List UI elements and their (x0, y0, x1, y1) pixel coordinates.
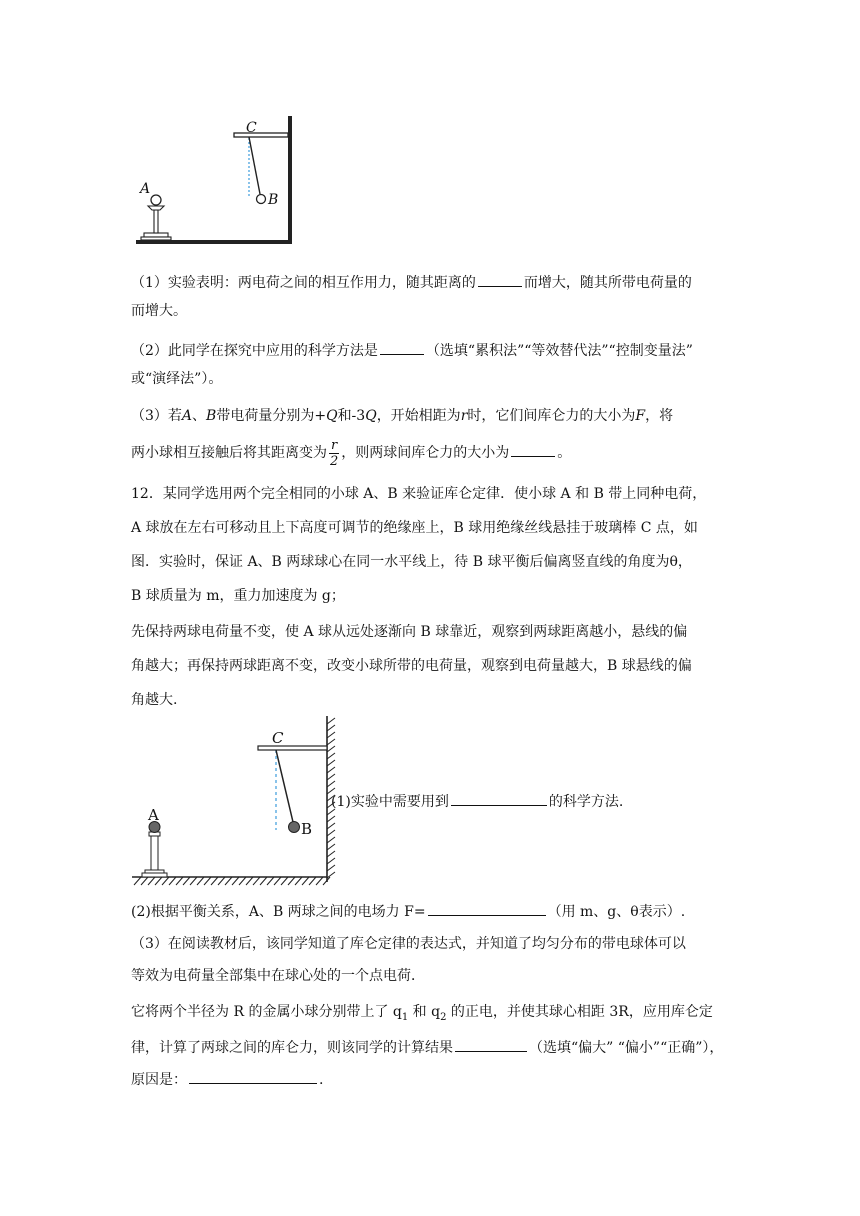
q11-blank-distance (478, 271, 522, 287)
figure-2-label-b: B (301, 820, 313, 838)
ground-hatch-mark (211, 877, 218, 885)
q12-part1 (331, 790, 623, 812)
q11-blank-method (380, 339, 424, 355)
ground-hatch-mark (162, 877, 169, 885)
q12-subscript-1: 1 (401, 1011, 409, 1023)
q11-part2-text-c: 或“演绎法”）。 (131, 371, 223, 387)
wall-hatch-mark (327, 774, 335, 780)
ground-hatch-mark (239, 877, 246, 885)
q11-part3-text-c: 和-3 (337, 408, 366, 424)
ground-hatch-mark (218, 877, 225, 885)
q12-part3-text-a: 它将两个半径为 R 的金属小球分别带上了 q (131, 1004, 402, 1020)
q12-part2 (131, 900, 685, 922)
q11-fraction-numerator: r (331, 437, 338, 453)
figure-2-label-c: C (272, 729, 284, 747)
q12-part2-text-b: （用 m、g、θ表示）. (547, 904, 686, 920)
wall-hatch-mark (327, 760, 335, 766)
wall-hatch-mark (327, 830, 335, 836)
figure-2-label-a: A (148, 806, 159, 824)
ground-hatch-mark (204, 877, 211, 885)
ground-hatch-mark (288, 877, 295, 885)
q12-part1-text-b: 的科学方法. (548, 794, 624, 810)
figure-1-stand-a (141, 206, 171, 240)
figure-1-label-a: A (140, 181, 151, 197)
wall-hatch-mark (327, 858, 335, 864)
figure-1-pendulum (130, 110, 310, 250)
wall-hatch-mark (327, 732, 335, 738)
figure-1-label-b: B (268, 192, 279, 208)
q12-blank-method (451, 790, 547, 806)
q11-part1-line1 (131, 271, 692, 293)
ground-hatch-mark (302, 877, 309, 885)
figure-1-ball-b (257, 195, 266, 204)
q11-part3-var-q2: Q (365, 408, 377, 424)
wall-hatch-mark (327, 865, 335, 871)
wall-hatch-mark (327, 837, 335, 843)
figure-2-thread (276, 750, 293, 822)
q11-part3-text-b: 带电荷量分别为+ (216, 408, 327, 424)
wall-hatch-mark (327, 851, 335, 857)
q12-line-1: 12．某同学选用两个完全相同的小球 A、B 来验证库仑定律．使小球 A 和 B 带上同种电荷， (131, 486, 707, 502)
ground-hatch-mark (190, 877, 197, 885)
q11-part3-var-f: F (635, 408, 646, 424)
q11-part3-var-b: B (206, 408, 217, 424)
wall-hatch-mark (327, 725, 335, 731)
wall-hatch-mark (327, 872, 335, 878)
wall-hatch-mark (327, 767, 335, 773)
q12-part3-text-b: 和 q (408, 1004, 441, 1020)
q12-line-3: 图．实验时，保证 A、B 两球球心在同一水平线上，待 B 球平衡后偏离竖直线的角度为θ， (131, 554, 692, 570)
q11-part2-line2 (131, 369, 222, 389)
figure-2-pendulum (130, 712, 345, 890)
q12-part1-text-a: (1)实验中需要用到 (331, 794, 449, 810)
q12-part3-line-3 (131, 1002, 713, 1028)
wall-hatch-mark (327, 816, 335, 822)
q12-part3-text-c: 的正电，并使其球心相距 3R，应用库仑定 (446, 1004, 713, 1020)
ground-hatch-mark (267, 877, 274, 885)
q11-fraction-denominator: 2 (329, 453, 339, 469)
wall-hatch-mark (327, 781, 335, 787)
wall-hatch-mark (327, 746, 335, 752)
ground-hatch-mark (134, 877, 141, 885)
figure-2-glass-rod (258, 746, 327, 750)
figure-2-ball-b (289, 822, 300, 833)
q12-part3-line-2: 等效为电荷量全部集中在球心处的一个点电荷． (131, 968, 425, 984)
q12-line-4: B 球质量为 m，重力加速度为 g； (131, 588, 345, 604)
q11-part3-var-a: A (181, 408, 193, 424)
q11-blank-force (511, 441, 555, 457)
wall-hatch-mark (327, 739, 335, 745)
ground-hatch-mark (253, 877, 260, 885)
figure-1-glass-rod (234, 133, 288, 137)
ground-hatch-mark (197, 877, 204, 885)
q12-blank-result (455, 1036, 527, 1052)
q12-part3-text-g: . (319, 1072, 324, 1088)
ground-hatch-mark (176, 877, 183, 885)
q11-part1-line2 (131, 301, 187, 321)
ground-hatch-mark (225, 877, 232, 885)
q12-line-7: 角越大. (131, 692, 178, 708)
q12-blank-force (428, 900, 546, 916)
q12-part3-line-4 (131, 1036, 723, 1058)
q11-part2-text-a: （2）此同学在探究中应用的科学方法是 (131, 343, 378, 359)
ground-hatch-mark (309, 877, 316, 885)
q11-part3-text-d: ，开始相距为 (376, 408, 461, 424)
ground-hatch-mark (295, 877, 302, 885)
q12-line-6: 角越大；再保持两球距离不变，改变小球所带的电荷量，观察到电荷量越大，B 球悬线的偏 (131, 658, 692, 674)
q12-part3-text-f: 原因是： (131, 1072, 187, 1088)
q11-part3-text-e: 时，它们间库仑力的大小为 (467, 408, 636, 424)
ground-hatch-mark (183, 877, 190, 885)
q11-part3-text-a: （3）若 (131, 408, 182, 424)
figure-2-stand-a (142, 832, 167, 877)
ground-hatch-mark (141, 877, 148, 885)
q11-part3-text-i: 。 (557, 445, 572, 461)
q12-line-2: A 球放在左右可移动且上下高度可调节的绝缘座上，B 球用绝缘丝线悬挂于玻璃棒 C 点，如 (131, 520, 698, 536)
ground-hatch-mark (148, 877, 155, 885)
q12-subscript-2: 2 (440, 1011, 447, 1023)
q11-part2-line1 (131, 339, 693, 361)
q12-line-5: 先保持两球电荷量不变，使 A 球从远处逐渐向 B 球靠近，观察到两球距离越小，悬线的偏 (131, 624, 688, 640)
q12-blank-reason (189, 1068, 317, 1084)
figure-1-label-c: C (246, 120, 257, 136)
wall-hatch-mark (327, 823, 335, 829)
wall-hatch-mark (327, 753, 335, 759)
ground-hatch-mark (316, 877, 323, 885)
q11-fraction-r-over-2 (329, 438, 339, 469)
q11-part3-text-h: ，则两球间库仑力的大小为 (341, 445, 510, 461)
figure-1-thread (249, 137, 260, 194)
q11-part3-var-r: r (460, 408, 468, 424)
q11-part3-line2 (131, 436, 571, 470)
ground-hatch-mark (169, 877, 176, 885)
ground-hatch-mark (260, 877, 267, 885)
q11-part2-text-b: （选填“累积法”“等效替代法”“控制变量法” (425, 343, 693, 359)
q11-part1-text-a: （1）实验表明：两电荷之间的相互作用力，随其距离的 (131, 275, 476, 291)
q11-part1-text-b: 而增大，随其所带电荷量的 (523, 275, 692, 291)
wall-hatch-mark (327, 844, 335, 850)
ground-hatch-mark (155, 877, 162, 885)
q11-part3-text-f: ，将 (645, 408, 674, 424)
q12-part3-line-1: （3）在阅读教材后，该同学知道了库仑定律的表达式，并知道了均匀分布的带电球体可以 (131, 936, 686, 952)
q12-part3-text-d: 律，计算了两球之间的库仑力，则该同学的计算结果 (131, 1040, 453, 1056)
figure-2-hatched-ground (132, 877, 330, 885)
q11-part1-text-c: 而增大。 (131, 303, 187, 319)
q11-part3-var-q1: Q (326, 408, 338, 424)
ground-hatch-mark (232, 877, 239, 885)
q12-part3-text-e: （选填“偏大” “偏小”“正确”）， (529, 1040, 724, 1056)
q11-part3-line1 (131, 406, 673, 426)
q11-part3-sep: 、 (192, 408, 207, 424)
ground-hatch-mark (281, 877, 288, 885)
ground-hatch-mark (246, 877, 253, 885)
figure-1-ball-a (151, 195, 161, 205)
q12-part2-text-a: (2)根据平衡关系，A、B 两球之间的电场力 F= (131, 904, 426, 920)
q11-part3-text-g: 两小球相互接触后将其距离变为 (131, 445, 327, 461)
q12-part3-line-5 (131, 1068, 323, 1090)
ground-hatch-mark (274, 877, 281, 885)
wall-hatch-mark (327, 718, 335, 724)
